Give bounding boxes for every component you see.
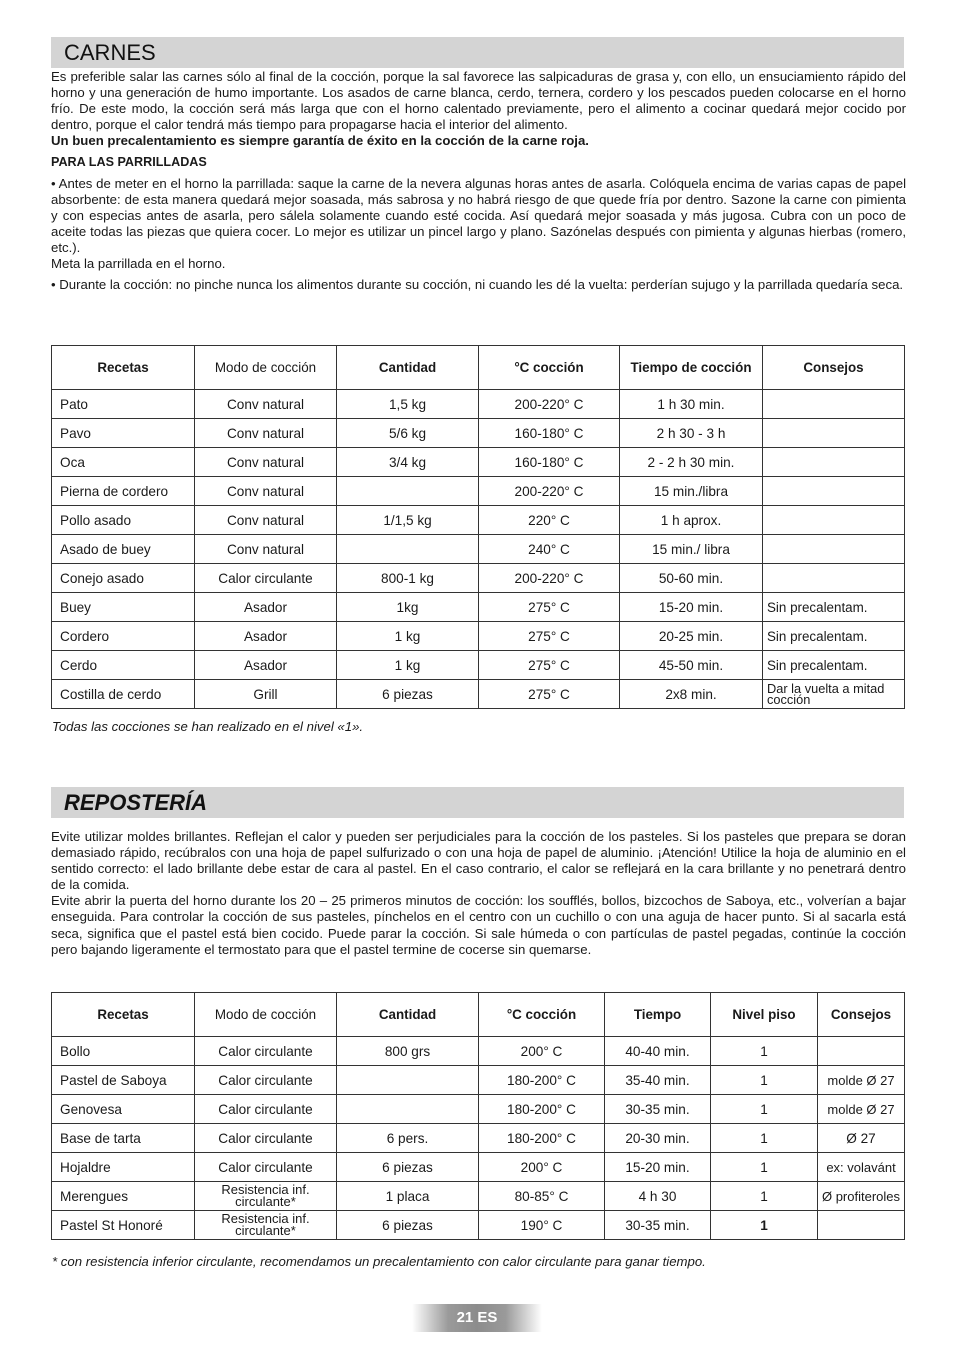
table-row <box>52 448 905 477</box>
table-cell: 200° C <box>479 1153 605 1182</box>
table-cell <box>818 1037 905 1066</box>
table-row <box>52 477 905 506</box>
table-cell <box>337 477 479 506</box>
table-row <box>52 651 905 680</box>
table-cell: 2 - 2 h 30 min. <box>620 448 763 477</box>
table-row <box>52 506 905 535</box>
table-cell: 200-220° C <box>479 477 620 506</box>
table-cell: 800-1 kg <box>337 564 479 593</box>
table-cell: Sin precalentam. <box>763 593 905 622</box>
table-cell: 45-50 min. <box>620 651 763 680</box>
table-cell: 2 h 30 - 3 h <box>620 419 763 448</box>
table-cell: 200-220° C <box>479 564 620 593</box>
table-cell <box>763 390 905 419</box>
table-cell: 1 <box>711 1066 818 1095</box>
table-cell: Calor circulante <box>195 1037 337 1066</box>
table-row <box>52 1124 905 1153</box>
table-cell <box>818 1211 905 1240</box>
table-cell: Sin precalentam. <box>763 622 905 651</box>
table-cell: 1,5 kg <box>337 390 479 419</box>
table-cell: 180-200° C <box>479 1066 605 1095</box>
header-cell: Nivel piso <box>711 993 818 1037</box>
table-cell: 200-220° C <box>479 390 620 419</box>
table-cell: 190° C <box>479 1211 605 1240</box>
table-row <box>52 1153 905 1182</box>
table-cell: Calor circulante <box>195 564 337 593</box>
table-cell: 1 h 30 min. <box>620 390 763 419</box>
header-cell: Cantidad <box>337 346 479 390</box>
table-cell: 160-180° C <box>479 448 620 477</box>
table-cell: Asador <box>195 593 337 622</box>
carnes-intro: Es preferible salar las carnes sólo al final de la cocción, porque la sal favorece las salpicaduras de grasa y, con ello, un ensuciamiento rápido del horno y una generación de humo importante. Los asados de carne blanca, cerdo, ternera, cordero y los pescados pueden colocarse en el horno frío. De este modo, la cocción será más larga que con el horno calentado previamente, pero el alimento a cocinar quedará mejor cocido por dentro, porque el calor tendrá más tiempo para propagarse hacia el interior del alimento. <box>51 69 906 133</box>
table-cell: Dar la vuelta a mitad cocción <box>763 680 905 709</box>
header-cell: °C cocción <box>479 993 605 1037</box>
table-cell: 1 <box>711 1211 818 1240</box>
table-cell: Conv natural <box>195 448 337 477</box>
table-cell: 50-60 min. <box>620 564 763 593</box>
table-cell: Grill <box>195 680 337 709</box>
parrilladas-bullet-1-end: Meta la parrillada en el horno. <box>51 256 226 272</box>
table-cell: 800 grs <box>337 1037 479 1066</box>
table-cell: 1 <box>711 1182 818 1211</box>
reposteria-table <box>51 992 905 1240</box>
table-cell: 35-40 min. <box>605 1066 711 1095</box>
table-cell: 160-180° C <box>479 419 620 448</box>
parrilladas-subheading: PARA LAS PARRILLADAS <box>51 155 207 170</box>
reposteria-heading: REPOSTERÍA <box>51 787 904 818</box>
header-cell: °C cocción <box>479 346 620 390</box>
table-cell <box>337 535 479 564</box>
table-cell: 200° C <box>479 1037 605 1066</box>
table-cell: 1 kg <box>337 651 479 680</box>
table-cell: Buey <box>52 593 195 622</box>
table-cell: Pastel de Saboya <box>52 1066 195 1095</box>
table-cell: Resistencia inf. circulante* <box>195 1211 337 1240</box>
table-cell: 3/4 kg <box>337 448 479 477</box>
table-cell: 15-20 min. <box>620 593 763 622</box>
table-cell: Sin precalentam. <box>763 651 905 680</box>
table-header-row <box>52 993 905 1037</box>
header-cell: Consejos <box>818 993 905 1037</box>
table-cell: 80-85° C <box>479 1182 605 1211</box>
reposteria-paragraph-2: Evite abrir la puerta del horno durante los 20 – 25 primeros minutos de cocción: los soufflés, bollos, bizcochos de Saboya, etc., volverían a bajar enseguida. Para controlar la cocción de sus pasteles, pínchelos en el centro con un cuchillo o con una aguja de hacer punto. Si al sacarla está seca, significa que el pastel está bien cocido. Puede parar la cocción. Si sale húmeda o con partículas de pastel pegadas, continúe la cocción pero bajando ligeramente el termostato para que el pastel termine de cocerse sin quemarse. <box>51 893 906 957</box>
table-cell: Costilla de cerdo <box>52 680 195 709</box>
table-cell: Conv natural <box>195 477 337 506</box>
reposteria-text <box>51 829 906 958</box>
table-cell: 20-25 min. <box>620 622 763 651</box>
table-row <box>52 390 905 419</box>
table-cell: Oca <box>52 448 195 477</box>
table-row <box>52 1066 905 1095</box>
table-row <box>52 535 905 564</box>
table-cell: 6 piezas <box>337 1153 479 1182</box>
parrilladas-bullet-1: • Antes de meter en el horno la parrillada: saque la carne de la nevera algunas horas antes de asarla. Colóquela encima de varias capas de papel absorbente: de esta manera quedará mejor soasada, más sabrosa y no habrá riesgo de que quede fría por dentro. Sazone la carne con pimienta y con especias antes de asarla, pero sálela solamente cuando esté cocida. Así quedará mejor soasada y más jugosa. Cubra con un poco de aceite todas las piezas que quiera cocer. Lo mejor es utilizar un pincel largo y plano. Sazónelas después con pimienta y algunas hierbas (romero, etc.). <box>51 175 906 255</box>
table-cell: Base de tarta <box>52 1124 195 1153</box>
table-row <box>52 622 905 651</box>
carnes-text <box>51 69 906 293</box>
table-cell: Asado de buey <box>52 535 195 564</box>
table-cell: 1 <box>711 1037 818 1066</box>
parrilladas-bullet-2: • Durante la cocción: no pinche nunca los alimentos durante su cocción, ni cuando les dé la vuelta: perderían sujugo y la parrillada quedaría seca. <box>51 277 904 293</box>
table-cell: 275° C <box>479 622 620 651</box>
table-cell: 30-35 min. <box>605 1095 711 1124</box>
table-cell: 1 <box>711 1095 818 1124</box>
table-cell <box>337 1066 479 1095</box>
table-header-row <box>52 346 905 390</box>
table-cell: Calor circulante <box>195 1153 337 1182</box>
table-cell: molde Ø 27 <box>818 1095 905 1124</box>
table-cell: 5/6 kg <box>337 419 479 448</box>
table-cell: Ø 27 <box>818 1124 905 1153</box>
table-cell: Pierna de cordero <box>52 477 195 506</box>
table-row <box>52 1037 905 1066</box>
table-cell: Conv natural <box>195 535 337 564</box>
table-cell: 1 <box>711 1124 818 1153</box>
header-cell: Consejos <box>763 346 905 390</box>
table-cell: 1 h aprox. <box>620 506 763 535</box>
carnes-note: Todas las cocciones se han realizado en el nivel «1». <box>52 719 364 734</box>
table-cell <box>763 564 905 593</box>
table-cell: Bollo <box>52 1037 195 1066</box>
table-cell: 2x8 min. <box>620 680 763 709</box>
table-cell: 4 h 30 <box>605 1182 711 1211</box>
table-cell: 275° C <box>479 680 620 709</box>
table-cell: Asador <box>195 651 337 680</box>
header-cell: Recetas <box>52 346 195 390</box>
table-cell <box>763 419 905 448</box>
table-cell: Pollo asado <box>52 506 195 535</box>
table-cell: Cerdo <box>52 651 195 680</box>
table-cell: molde Ø 27 <box>818 1066 905 1095</box>
table-cell: 6 piezas <box>337 680 479 709</box>
header-cell: Recetas <box>52 993 195 1037</box>
table-cell: 20-30 min. <box>605 1124 711 1153</box>
table-cell <box>763 506 905 535</box>
table-cell: Ø profiteroles <box>818 1182 905 1211</box>
table-cell: 6 piezas <box>337 1211 479 1240</box>
table-cell: Pastel St Honoré <box>52 1211 195 1240</box>
table-cell: Calor circulante <box>195 1124 337 1153</box>
table-cell <box>337 1095 479 1124</box>
table-cell: 1 kg <box>337 622 479 651</box>
table-cell: 180-200° C <box>479 1095 605 1124</box>
header-cell: Cantidad <box>337 993 479 1037</box>
table-cell: Cordero <box>52 622 195 651</box>
table-cell: Genovesa <box>52 1095 195 1124</box>
table-row <box>52 680 905 709</box>
reposteria-paragraph-1: Evite utilizar moldes brillantes. Reflejan el calor y pueden ser perjudiciales para la cocción de los pasteles. Si los pasteles que prepara se doran demasiado rápido, recúbralos con una hoja de papel sulfurizado o con una hoja de papel de aluminio. ¡Atención! Utilice la hoja de aluminio en el sentido correcto: el lado brillante debe estar de cara al pastel. En el caso contrario, el calor se reflejará en la cara brillante y no penetrará dentro de la comida. <box>51 829 906 893</box>
carnes-heading: CARNES <box>51 37 904 68</box>
table-cell: 15 min./ libra <box>620 535 763 564</box>
table-cell: Merengues <box>52 1182 195 1211</box>
table-cell: 220° C <box>479 506 620 535</box>
table-cell: Conv natural <box>195 390 337 419</box>
page-number: 21 ES <box>412 1304 542 1332</box>
table-cell: 40-40 min. <box>605 1037 711 1066</box>
table-cell: 15-20 min. <box>605 1153 711 1182</box>
table-row <box>52 419 905 448</box>
table-cell: 1/1,5 kg <box>337 506 479 535</box>
table-cell: 275° C <box>479 593 620 622</box>
table-cell: 275° C <box>479 651 620 680</box>
table-cell: Calor circulante <box>195 1095 337 1124</box>
table-cell: ex: volavánt <box>818 1153 905 1182</box>
table-cell: Conv natural <box>195 506 337 535</box>
table-cell: Resistencia inf. circulante* <box>195 1182 337 1211</box>
table-cell: 180-200° C <box>479 1124 605 1153</box>
table-cell <box>763 477 905 506</box>
header-cell: Tiempo <box>605 993 711 1037</box>
table-row <box>52 564 905 593</box>
reposteria-note: * con resistencia inferior circulante, recomendamos un precalentamiento con calor circulante para ganar tiempo. <box>52 1254 706 1269</box>
table-cell <box>763 535 905 564</box>
table-row <box>52 1095 905 1124</box>
table-row <box>52 593 905 622</box>
table-cell: Conejo asado <box>52 564 195 593</box>
header-cell: Modo de cocción <box>195 346 337 390</box>
header-cell: Tiempo de cocción <box>620 346 763 390</box>
table-cell: 1 placa <box>337 1182 479 1211</box>
table-cell: Pavo <box>52 419 195 448</box>
table-cell: Pato <box>52 390 195 419</box>
table-cell: 1kg <box>337 593 479 622</box>
table-cell: 6 pers. <box>337 1124 479 1153</box>
table-cell: 30-35 min. <box>605 1211 711 1240</box>
table-cell: Conv natural <box>195 419 337 448</box>
table-cell: 1 <box>711 1153 818 1182</box>
table-cell: 15 min./libra <box>620 477 763 506</box>
carnes-bold-line: Un buen precalentamiento es siempre garantía de éxito en la cocción de la carne roja. <box>51 133 589 149</box>
header-cell: Modo de cocción <box>195 993 337 1037</box>
table-cell <box>763 448 905 477</box>
table-cell: Asador <box>195 622 337 651</box>
table-row <box>52 1182 905 1211</box>
table-cell: 240° C <box>479 535 620 564</box>
carnes-table <box>51 345 905 709</box>
table-row <box>52 1211 905 1240</box>
table-cell: Hojaldre <box>52 1153 195 1182</box>
table-cell: Calor circulante <box>195 1066 337 1095</box>
